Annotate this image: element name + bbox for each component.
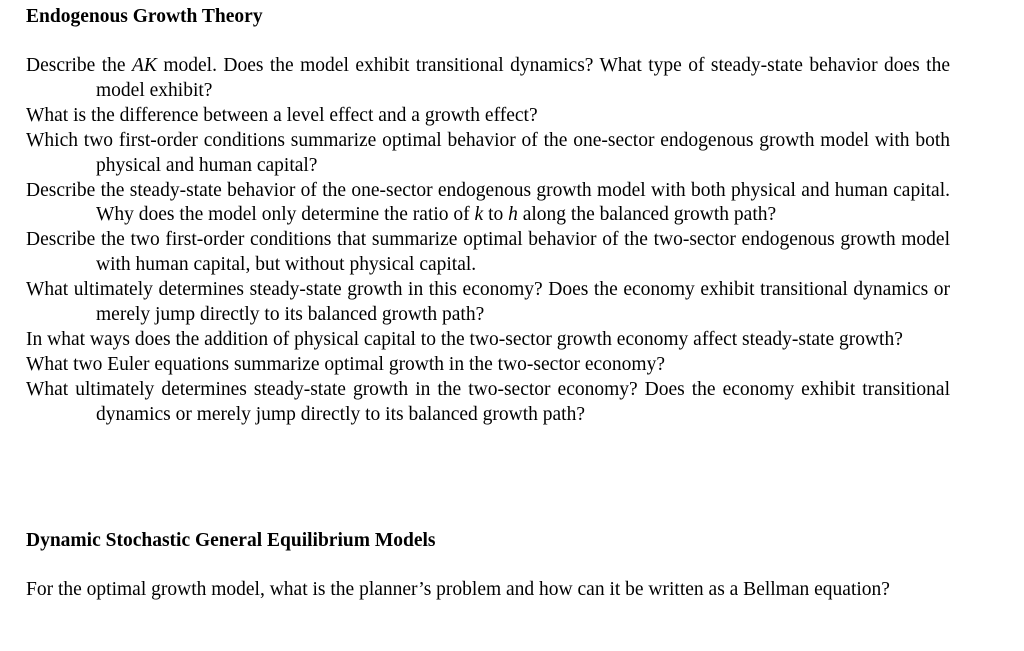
question-two-sector-steady-state: What ultimately determines steady-state growth in the two-sector economy? Does the economy exhibit transitional dynamics or merely jump directly to its balanced growth path? [26, 378, 950, 425]
question-ak-model: Describe the AK model. Does the model exhibit transitional dynamics? What type of steady-state behavior does the model exhibit? [26, 55, 950, 101]
question-euler-equations: What two Euler equations summarize optimal growth in the two-sector economy? [26, 353, 665, 375]
question-one-sector-steady-state: Describe the steady-state behavior of the one-sector endogenous growth model with both physical and human capital. Why does the model only determine the ratio of k to h along the balanced growth path? [26, 179, 950, 226]
question-steady-state-growth-determinant: What ultimately determines steady-state growth in this economy? Does the economy exhibit transitional dynamics or merely jump directly to its balanced growth path? [26, 279, 950, 326]
section-heading-dsge: Dynamic Stochastic General Equilibrium Models [26, 530, 436, 551]
dsge-questions [26, 578, 950, 603]
question-physical-capital-addition: In what ways does the addition of physical capital to the two-sector growth economy affect steady-state growth? [26, 328, 903, 350]
question-bellman-equation: For the optimal growth model, what is the planner’s problem and how can it be written as a Bellman equation? [26, 579, 890, 600]
section-heading-endogenous-growth: Endogenous Growth Theory [26, 6, 263, 27]
question-two-sector-foc: Describe the two first-order conditions that summarize optimal behavior of the two-sector endogenous growth model with human capital, but without physical capital. [26, 229, 950, 276]
endogenous-growth-questions [26, 54, 950, 428]
question-one-sector-foc: Which two first-order conditions summarize optimal behavior of the one-sector endogenous growth model with both physical and human capital? [26, 129, 950, 176]
question-level-vs-growth-effect: What is the difference between a level effect and a growth effect? [26, 104, 538, 126]
